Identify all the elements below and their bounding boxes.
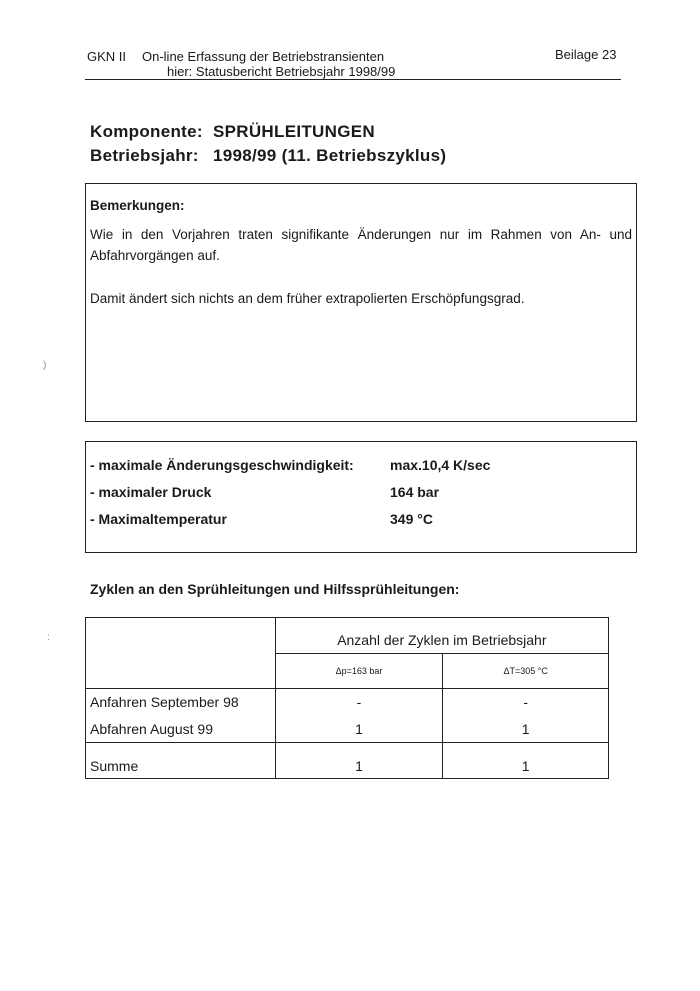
remarks-box: [85, 183, 637, 422]
stat-value-rate: max.10,4 K/sec: [390, 457, 491, 473]
header-title-line2: hier: Statusbericht Betriebsjahr 1998/99: [167, 64, 396, 79]
table-title: Anzahl der Zyklen im Betriebsjahr: [275, 618, 608, 654]
sum-label: Summe: [86, 755, 276, 779]
row-value-temperature: -: [443, 689, 609, 716]
component-label: Komponente:: [90, 122, 203, 141]
appendix-label: Beilage 23: [555, 47, 617, 62]
stat-value-temperature: 349 °C: [390, 511, 433, 527]
header-org: GKN II: [87, 49, 127, 64]
remarks-text-para2: Damit ändert sich nichts an dem früher extrapolierten Erschöpfungsgrad.: [90, 291, 525, 306]
remarks-heading: Bemerkungen:: [90, 198, 185, 213]
col-header-pressure: Δp=163 bar: [275, 654, 443, 689]
cycles-heading: Zyklen an den Sprühleitungen und Hilfssprühleitungen:: [90, 581, 460, 597]
row-value-pressure: -: [275, 689, 443, 716]
table-row: [86, 689, 609, 716]
sum-value-pressure: 1: [275, 755, 443, 779]
stat-label-rate: - maximale Änderungsgeschwindigkeit:: [90, 457, 354, 473]
cycles-table: [85, 617, 609, 779]
stat-label-pressure: - maximaler Druck: [90, 484, 212, 500]
row-label: Abfahren August 99: [86, 716, 276, 743]
scan-speck: ): [43, 360, 47, 371]
stat-label-temperature: - Maximaltemperatur: [90, 511, 227, 527]
row-value-temperature: 1: [443, 716, 609, 743]
row-value-pressure: 1: [275, 716, 443, 743]
col-header-temperature: ΔT=305 °C: [443, 654, 609, 689]
remarks-text-line2: Abfahrvorgängen auf.: [90, 248, 220, 263]
sum-row: [86, 755, 609, 779]
stats-box: [85, 441, 637, 553]
year-label: Betriebsjahr:: [90, 146, 199, 165]
header-title-line1: On-line Erfassung der Betriebstransienten: [142, 49, 385, 64]
year-value: 1998/99 (11. Betriebszyklus): [213, 146, 447, 165]
scan-speck: :: [47, 632, 50, 643]
component-value: SPRÜHLEITUNGEN: [213, 122, 375, 141]
row-label: Anfahren September 98: [86, 689, 276, 716]
stat-value-pressure: 164 bar: [390, 484, 440, 500]
table-row: [86, 716, 609, 743]
header-divider: [85, 79, 621, 80]
remarks-text-line1: Wie in den Vorjahren traten signifikante Änderungen nur im Rahmen von An- und: [90, 227, 632, 242]
sum-value-temperature: 1: [443, 755, 609, 779]
table-corner-cell: [86, 618, 276, 689]
